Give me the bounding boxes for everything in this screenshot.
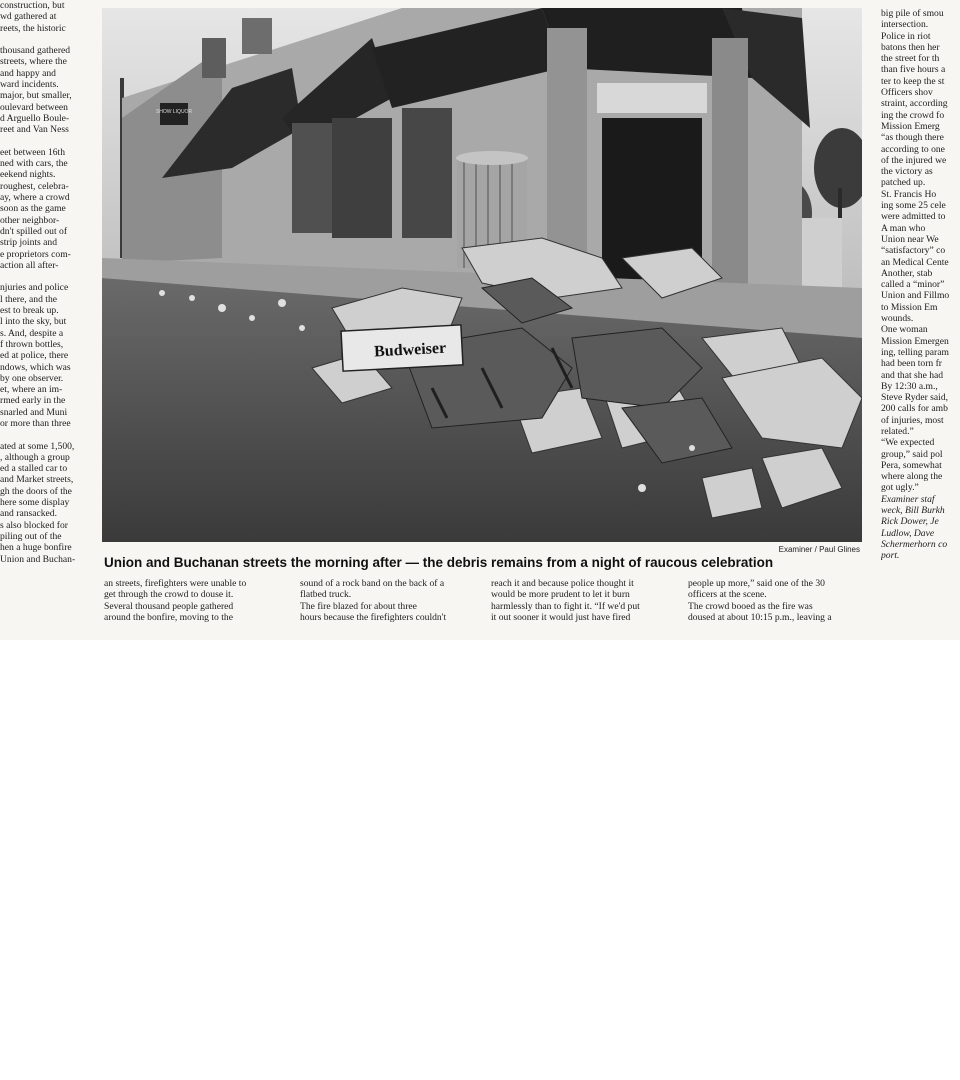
left-column-line: or more than three — [0, 417, 71, 429]
left-column-line: dn't spilled out of — [0, 225, 68, 237]
bottom-column-2 — [300, 578, 474, 623]
left-column-line: soon as the game — [0, 203, 66, 215]
right-column-line: had been torn fr — [881, 358, 943, 370]
right-column-line: wounds. — [881, 313, 914, 325]
left-column-line — [0, 34, 86, 45]
right-column-line: Schermerhorn co — [881, 538, 948, 550]
left-column-line: l into the sky, but — [0, 316, 67, 328]
right-column-line: of injuries, most — [881, 414, 944, 426]
left-column-line: f thrown bottles, — [0, 338, 64, 350]
right-column-line: “We expected — [881, 437, 935, 449]
left-column-line: gh the doors of the — [0, 485, 72, 497]
left-column-line: streets, where the — [0, 56, 67, 68]
left-column-line: njuries and police — [0, 282, 69, 294]
right-column-line: Mission Emerg — [881, 120, 940, 132]
left-column-line — [0, 271, 86, 282]
left-column-line: ay, where a crowd — [0, 192, 70, 204]
left-column-line: and Market streets, — [0, 474, 74, 486]
left-column-line: reet and Van Ness — [0, 124, 69, 136]
right-column-line: to Mission Em — [881, 301, 938, 313]
bottom-column-1 — [104, 578, 282, 623]
left-column-line: s. And, despite a — [0, 327, 64, 339]
bottom-column-3 — [491, 578, 669, 623]
budweiser-box-label: Budweiser — [373, 339, 447, 361]
right-column-line: an Medical Cente — [881, 256, 949, 268]
right-column-line: ing some 25 cele — [881, 200, 946, 212]
left-column-line: est to break up. — [0, 305, 59, 317]
left-column-line: eekend nights. — [0, 169, 56, 181]
right-column-line: big pile of smou — [881, 8, 944, 19]
right-column-line: ing the crowd fo — [881, 109, 945, 121]
bottom-col-3-line: would be more prudent to let it burn — [491, 589, 630, 601]
right-column-line: “as though there — [881, 132, 944, 144]
right-column-line: Pera, somewhat — [881, 459, 942, 471]
left-column-line: Union and Buchan- — [0, 553, 76, 565]
right-column-line: and that she had — [881, 369, 944, 381]
right-column-line: batons then her — [881, 41, 940, 53]
left-column-line: and happy and — [0, 67, 56, 79]
bottom-col-2-line: hours because the firefighters couldn't — [300, 611, 447, 623]
bottom-col-4-line: doused at about 10:15 p.m., leaving a — [688, 611, 832, 623]
right-column-line: according to one — [881, 143, 945, 155]
left-column-line: and ransacked. — [0, 508, 58, 520]
right-column-line: the victory as — [881, 166, 933, 178]
right-column-line: than five hours a — [881, 64, 946, 76]
left-column-line: ward incidents. — [0, 79, 59, 91]
right-column-line: 200 calls for amb — [881, 403, 948, 415]
left-column-line: snarled and Muni — [0, 406, 68, 418]
right-column-line: got ugly.” — [881, 482, 919, 494]
left-column-line: construction, but — [0, 0, 65, 11]
right-article-column — [881, 8, 960, 640]
left-column-line: other neighbor- — [0, 214, 60, 226]
left-column-line: eet between 16th — [0, 146, 65, 158]
left-column-line: ed at police, there — [0, 350, 69, 362]
right-column-line: Mission Emergen — [881, 335, 949, 347]
left-column-line: action all after- — [0, 259, 59, 271]
right-column-line: Another, stab — [881, 267, 933, 279]
right-column-line: “satisfactory” co — [881, 245, 946, 257]
bottom-col-1-line: get through the crowd to douse it. — [104, 589, 234, 601]
photo-credit: Examiner / Paul Glines — [778, 545, 860, 554]
bottom-col-1-line: Several thousand people gathered — [104, 600, 234, 612]
left-column-line: major, but smaller, — [0, 90, 72, 102]
right-column-line: A man who — [881, 222, 926, 234]
bottom-column-4 — [688, 578, 864, 623]
right-column-line: related.” — [881, 425, 914, 437]
bottom-col-1-line: around the bonfire, moving to the — [104, 611, 233, 623]
left-column-line: ned with cars, the — [0, 158, 68, 170]
left-column-line: ed a stalled car to — [0, 463, 68, 475]
left-column-line: rmed early in the — [0, 395, 66, 407]
bottom-col-4-line: The crowd booed as the fire was — [688, 600, 813, 612]
left-column-line: d Arguello Boule- — [0, 112, 70, 124]
bottom-col-2-line: sound of a rock band on the back of a — [300, 578, 445, 589]
right-column-line: Examiner staf — [881, 493, 935, 505]
left-column-line — [0, 136, 86, 147]
right-column-line: Rick Dower, Je — [881, 516, 939, 528]
left-column-line: hen a huge bonfire — [0, 542, 72, 554]
left-article-column — [0, 0, 86, 640]
bottom-col-4-line: people up more,” said one of the 30 — [688, 578, 825, 589]
right-column-line: Union near We — [881, 233, 939, 245]
right-column-line: Steve Ryder said, — [881, 392, 949, 404]
liquor-sign: SHOW LIQUOR — [155, 109, 193, 115]
right-column-line: called a “minor” — [881, 279, 945, 291]
right-column-line: intersection. — [881, 19, 929, 31]
photo-caption: Union and Buchanan streets the morning after — the debris remains from a night of raucous celebration — [104, 555, 774, 570]
bottom-col-4-line: officers at the scene. — [688, 589, 767, 601]
left-column-line: reets, the historic — [0, 22, 66, 34]
left-column-line: e proprietors com- — [0, 248, 71, 260]
left-column-line: s also blocked for — [0, 519, 68, 531]
right-column-line: straint, according — [881, 98, 948, 110]
right-column-line: weck, Bill Burkh — [881, 505, 945, 517]
left-column-line: et, where an im- — [0, 384, 63, 396]
left-column-line: roughest, celebra- — [0, 180, 69, 192]
bottom-col-3-line: harmlessly than to fight it. “If we'd put — [491, 600, 640, 612]
news-photo — [102, 8, 862, 542]
bottom-col-2-line: flatbed truck. — [300, 589, 352, 601]
left-column-line: oulevard between — [0, 101, 68, 113]
street-debris-photo — [102, 8, 862, 542]
right-column-line: group,” said pol — [881, 448, 943, 460]
left-column-line — [0, 429, 86, 440]
right-column-line: By 12:30 a.m., — [881, 380, 938, 392]
right-column-line: where along the — [881, 471, 943, 483]
right-column-line: Union and Fillmo — [881, 290, 950, 302]
bottom-col-1-line: an streets, firefighters were unable to — [104, 578, 247, 589]
right-column-line: Police in riot — [881, 30, 931, 42]
left-column-line: ndows, which was — [0, 361, 71, 373]
right-column-line: ing, telling param — [881, 346, 949, 358]
right-column-line: the street for th — [881, 53, 940, 65]
left-column-line: , although a group — [0, 451, 70, 463]
right-column-line: were admitted to — [881, 211, 946, 223]
right-column-line: Officers shov — [881, 87, 933, 99]
bottom-col-3-line: it out sooner it would just have fired — [491, 611, 631, 623]
left-column-line: ated at some 1,500, — [0, 440, 75, 452]
right-column-line: St. Francis Ho — [881, 188, 937, 200]
right-column-line: One woman — [881, 324, 928, 336]
left-column-line: strip joints and — [0, 237, 58, 249]
right-column-line: Ludlow, Dave — [881, 527, 935, 539]
right-column-line: of the injured we — [881, 154, 947, 166]
right-column-line: port. — [881, 550, 900, 562]
left-column-line: wd gathered at — [0, 11, 57, 23]
left-column-line: piling out of the — [0, 530, 62, 542]
left-column-line: here some display — [0, 497, 70, 509]
right-column-line: ter to keep the st — [881, 75, 945, 87]
left-column-line: by one observer. — [0, 372, 64, 384]
left-column-line: l there, and the — [0, 293, 58, 305]
right-column-line: patched up. — [881, 177, 926, 189]
bottom-col-3-line: reach it and because police thought it — [491, 578, 634, 589]
bottom-col-2-line: The fire blazed for about three — [300, 600, 417, 612]
left-column-line: thousand gathered — [0, 45, 71, 57]
